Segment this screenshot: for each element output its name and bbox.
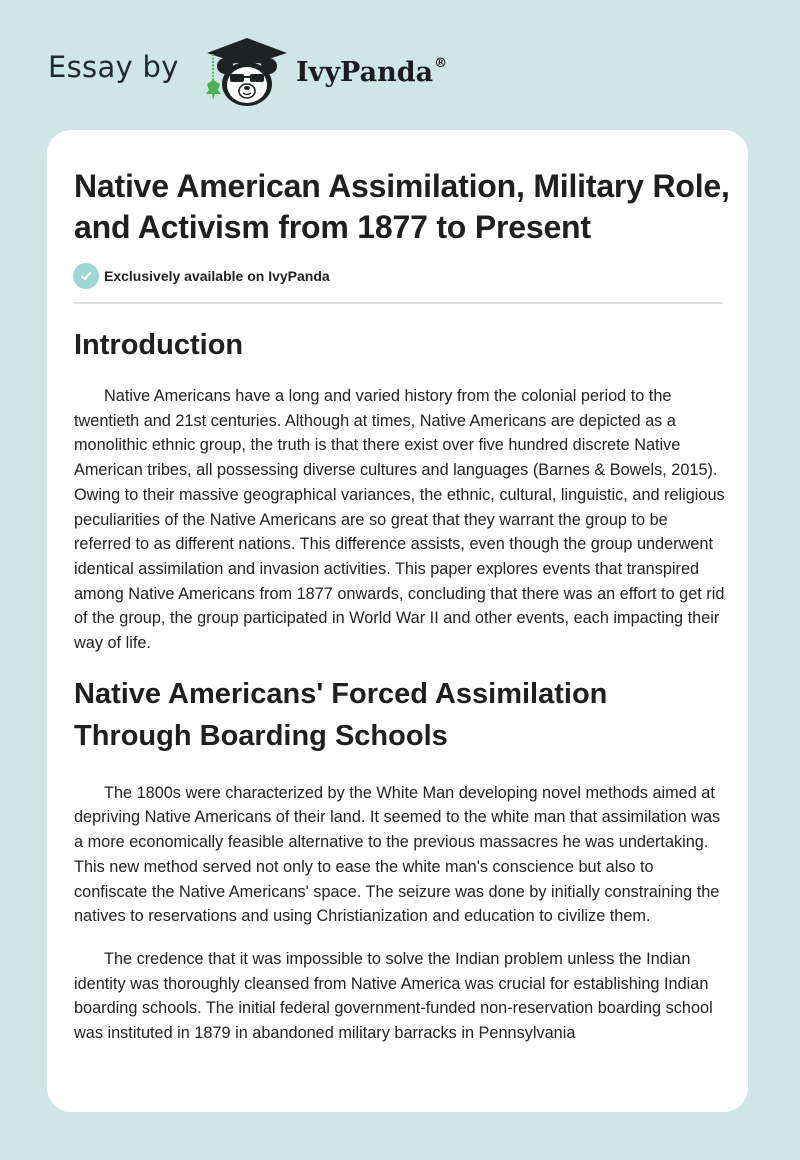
paragraph: Native Americans have a long and varied history from the colonial period to the twentieth and 21st centuries. Although at times, Native Americans are depicted as a monolithic ethnic group, the truth is that there exist over five hundred discrete Native American tribes, all possessing diverse cultures and languages (Barnes & Bowels, 2015). Owing to their massive geographical variances, the ethnic, cultural, linguistic, and religious peculiarities of the Native Americans are so great that they warrant the group to be referred to as different nations. This difference assists, even though the group underwent identical assimilation and invasion activities. This paper explores events that transpired among Native Americans from 1877 onwards, concluding that there was an effort to get rid of the group, the group participated in World War II and other events, each impacting their way of life. (74, 387, 725, 653)
essay-by-label: Essay by (48, 50, 179, 84)
exclusive-badge (73, 263, 330, 289)
section-heading: Introduction (74, 329, 244, 361)
brand-name[interactable] (296, 57, 447, 88)
site-header (0, 0, 800, 130)
essay-title: Native American Assimilation, Military Role, and Activism from 1877 to Present (74, 168, 730, 245)
paragraph: The credence that it was impossible to solve the Indian problem unless the Indian identity was thoroughly cleansed from Native America was crucial for establishing Indian boarding schools. The initial federal government-funded non-reservation boarding school was instituted in 1879 in abandoned military barracks in Pennsylvania (74, 949, 713, 1043)
section-heading: Native Americans' Forced Assimilation Through Boarding Schools (74, 677, 608, 752)
title-divider (74, 302, 723, 304)
essay-body (74, 322, 726, 1046)
section-boarding-schools (74, 673, 726, 1046)
brand-text: IvyPanda (296, 57, 434, 88)
essay-card (47, 130, 748, 1112)
section-introduction (74, 324, 726, 656)
registered-mark: ® (434, 56, 448, 71)
panda-graduate-icon[interactable] (203, 36, 291, 108)
check-circle-icon (73, 263, 99, 289)
exclusive-badge-text: Exclusively available on IvyPanda (104, 268, 330, 284)
paragraph: The 1800s were characterized by the White Man developing novel methods aimed at depriving Native Americans of their land. It seemed to the white man that assimilation was a more economically feasible alternative to the previous massacres he was undertaking. This new method served not only to ease the white man's conscience but also to confiscate the Native Americans' space. The seizure was done by initially constraining the natives to reservations and using Christianization and education to civilize them. (74, 783, 721, 926)
